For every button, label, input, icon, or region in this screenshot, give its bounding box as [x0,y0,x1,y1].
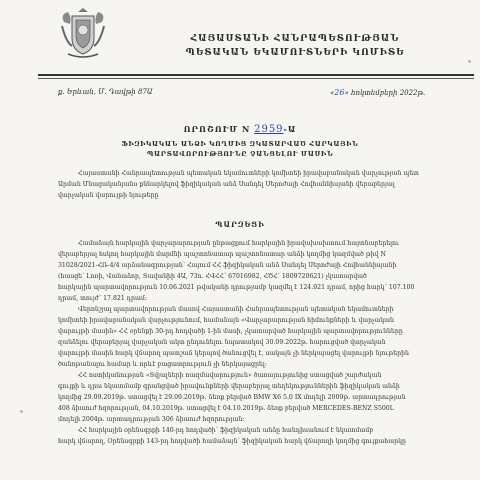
body-line: հարկային պարտավորություն 10.06.2021 թվականի դրությամբ կազմել է 124.921 դրամ, որից հարկ՝ 107.100 [58,284,415,291]
body-line: դրամ, տույժ՝ 17.821 դրամ: [58,295,147,302]
document-date: «26» հոկտեմբերի 2022թ. [330,88,426,97]
body-line: 408 ձիաուժ հզորության, 04.10.2019թ. ստացվել է 04.10.2019թ. ձեռք բերված MERCEDES-BENZ S500L [58,405,394,412]
decision-number [0,124,480,135]
body-line: ՀՀ հարկային օրենսգրքի 140-րդ հոդվածի՝ ֆիզիկական անձը հանդիսանում է նկատմամբ [78,427,374,434]
scan-speck [20,410,23,413]
intro-line: Հայաստանի Հանրապետության պետական եկամուտների կոմիտեի իրավաբանական վարչության պետ [78,170,419,177]
decision-label: ՈՐՈՇՈՒՄ [183,124,239,134]
intro-line: վարչական վարույթի նյութերը [58,192,159,199]
body-line: Համաձայն հարկային վարչարարության ընթացքում հարկային իրավախախտում հայտնաբերելու [78,240,400,247]
handwritten-day: 26 [334,88,345,97]
intro-paragraph [58,168,462,201]
body-line: մոդելի 2004թ. արտադրության 306 ձիաուժ հզորության: [58,416,245,423]
header-divider-thin [38,78,474,79]
body-line: 31028/2021-ՀՌ-4/4 արձանագրության՝ Հայում ՀՀ ֆիզիկական անձ Սանդել Սերոժայի Հովհաննիսյանի [58,262,397,269]
body-line: (հասցե՝ Լոռի, Վանաձոր, Տավանիի 4Ա, 73ո. ՀՎՀՀ՝ 67016982, ՀԾՀ՝ 1809720621) չկատարված [58,273,367,280]
title-line-2: ՊԱՐՏԱՎՈՐՈՒԹՅՈՒՆԸ ՉԱՆՑԵԼՈՒ ՄԱՍԻՆ [146,150,334,158]
body-line: ՀՀ ոստիկանության «Տվյալների ռազմավարություն» ծառայությունից ստացված շարժական [78,372,382,379]
title-line-1: ՖԻԶԻԿԱԿԱՆ ԱՆՁԻ ԿՈՂՄԻՑ ԶԿԱՏԱՐՎԱԾ ՀԱՐԿԱՅԻՆ [121,140,359,148]
scan-speck [468,60,471,63]
header-line-2: ՊԵՏԱԿԱՆ ԵԿԱՄՈՒՏՆԵՐԻ ԿՈՄԻՏԵ [185,48,405,58]
address: ք. Երևան, Մ. Դավթի 87Ա [58,88,153,96]
coat-of-arms-icon [58,8,108,60]
body-line: զանձելու վերաբերյալ վարչական ակտ ընդունելու նպատակով 30.09.2022թ. հարուցված վարչական [58,339,386,346]
body-line: վարույթի մասին հարկ վճարող պատշաճ կերպով ծանուցվել է, սակայն չի ներկայացել վարույթի նյութերին [58,350,409,357]
body-line: կողմից 29.09.2019թ. ստացվել է 29.09.2019թ. ձեռք բերված BMW X6 5.0 IX մոդելի 2009թ. արտադրության [58,394,406,401]
decision-prefix: N [241,124,251,134]
body-line: վարույթի մասին» ՀՀ օրենքի 30-րդ հոդվածի 1-ին մասի, չկատարված հարկային պարտավորությունները [58,328,403,335]
header-line-1: ՀԱՅԱՍՏԱՆԻ ՀԱՆՐԱՊԵՏՈՒԹՅԱՆ [190,34,400,44]
body-line: կոմիտեի իրավաբանական վարչությունում, համաձայն «Վարչարարության հիմունքների և վարչական [58,317,394,324]
body-line: գույքի և դրա նկատմամբ գրանցված իրավունքների վերաբերյալ տեղեկություններին ֆիզիկական անձի [58,383,400,390]
date-rest: » հոկտեմբերի 2022թ. [344,89,426,97]
header-divider [38,74,474,76]
body-text [58,238,462,447]
handwritten-number: 2959 [254,124,284,135]
decision-suffix: -Ա [283,124,297,134]
body-line: Վերոնշյալ պարտավորության մասով Հայաստանի Հանրապետության պետական եկամուտների [78,306,394,313]
facts-heading: ՊԱՐԶԵՑԻ [215,220,265,229]
body-line: վերաբերյալ հսկող հարկային մարմնի պաշտոնատար պաշտոնատար անձի կողմից կազմված թիվ N [58,251,386,258]
intro-line: Արման Մնացականյանս քննարկելով ֆիզիկական անձ Սանդել Սերոժայի Հովհաննիսյանի վերաբերյալ [58,181,395,188]
body-line: հարկ վճարող, Օրենսգրքի 143-րդ հոդվածի համաձայն՝ ֆիզիկական հարկ վճարողի կողմից գույքահարկը [58,438,406,445]
body-line: ծանոթանալու համար և որևէ բացատրություն չի ներկայացրել: [58,361,267,368]
